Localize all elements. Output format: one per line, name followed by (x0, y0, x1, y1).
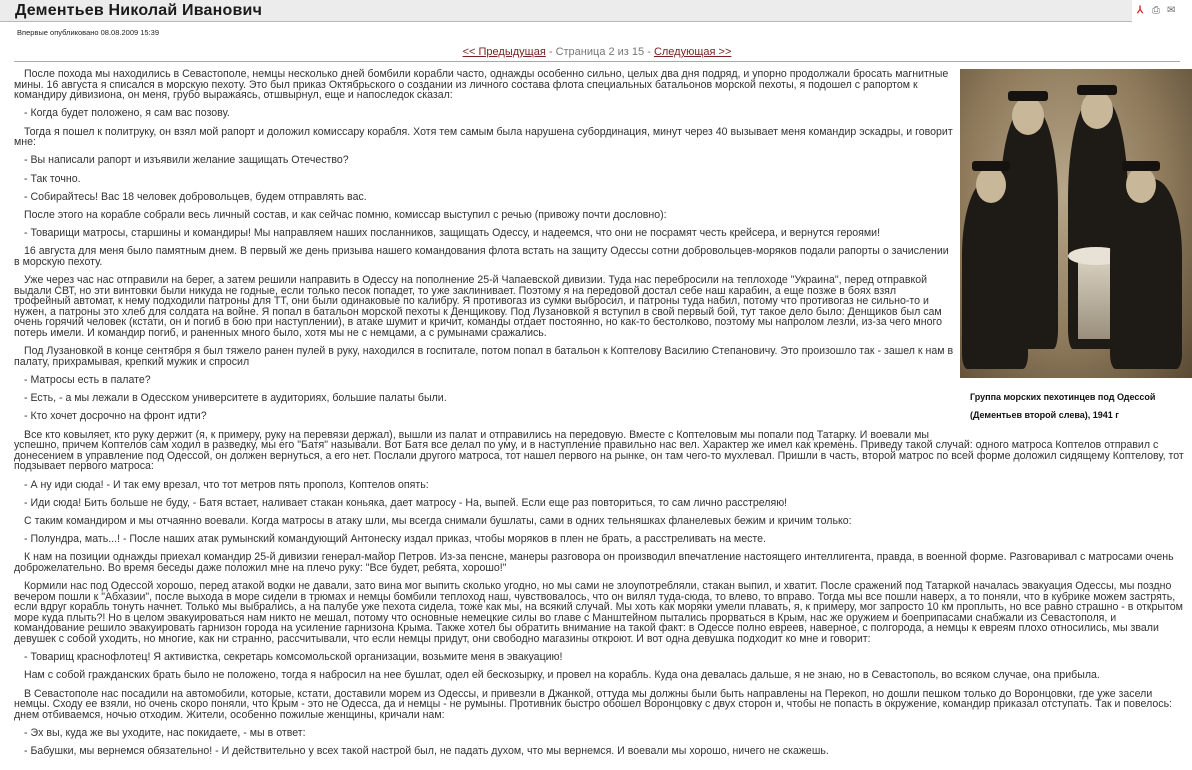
article-tools (1137, 6, 1177, 16)
paragraph: С таким командиром и мы отчаянно воевали. Когда матросы в атаку шли, мы всегда снимали бушлаты, сами в одних тельняшках фланелевых бежим и кричим только: (24, 514, 852, 527)
published-date: Впервые опубликовано 08.08.2009 15:39 (17, 28, 160, 37)
print-icon[interactable]: ⎙ (1152, 5, 1160, 16)
dialogue-line: - Собирайтесь! Вас 18 человек добровольцев, будем отправлять вас. (24, 190, 367, 203)
dialogue-line: - А ну иди сюда! - И так ему врезал, что тот метров пять прополз, Коптелов опять: (24, 478, 429, 491)
paragraph: Уже через час нас отправили на берег, а затем решили направить в Одессу на пополнение 25-й Чапаевской дивизии. Туда нас перебросили на теплоходе "Украина", перед отправкой выдали СВТ, но эти винтовки были никуда не годные, если только песок попадет, то уже заклинивает. Поэтому я на передовой достал себе наш карабин, а еще позже в боях взял трофейный автомат, к нему подходили патроны для ТТ, они были одинаковые по калибру. Я противогаз из сумки выбросил, и патроны туда набил, потому что противогаз не сильно-то и нужен, а патроны это хлеб для солдата на войне. Я попал в батальон морской пехоты к Денщикову. Под Лузановкой я вступил в свой первый бой, тут такое дело было: Денщиков был сам очень горячий человек (кстати, он и погиб в бою при наступлении), в атаке шумит и кричит, команды отдает постоянно, но как-то бестолково, поэтому мы напролом лезли, из-за чего много потерь имели. И командир погиб, и раненных много было, хотя мы не с немцами, а с румынами сражались. (14, 274, 942, 340)
paragraph: К нам на позиции однажды приехал командир 25-й дивизии генерал-майор Петров. Из-за пенсне, манеры разговора он производил впечатление настоящего интеллигента, правда, в военной форме. Разговаривал с матросами очень доброжелательно. Во время беседы даже положил мне на плечо руку: "Все будет, ребята, хорошо!" (14, 551, 1174, 574)
article-body (14, 69, 1184, 764)
caption-line: (Дементьев второй слева), 1941 г (970, 410, 1120, 420)
dialogue-line: - Вы написали рапорт и изъявили желание защищать Отечество? (24, 154, 349, 167)
dialogue-line: - Матросы есть в палате? (24, 374, 151, 386)
previous-page-link[interactable]: << Предыдущая (462, 46, 546, 58)
caption-line: Группа морских пехотинцев под Одессой (970, 392, 1156, 402)
paragraph: Тогда я пошел к политруку, он взял мой рапорт и доложил комиссару корабля. Хотя тем самым была нарушена субординация, минут через 40 вызывает меня командир эскадры, и говорит мне: (14, 125, 953, 149)
email-icon[interactable]: ✉ (1167, 5, 1176, 16)
header-bar (0, 0, 1132, 22)
dialogue-line: - Товарищ краснофлотец! Я активистка, секретарь комсомольской организации, возьмите меня в эвакуацию! (24, 651, 563, 664)
dialogue-line: - Товарищи матросы, старшины и командиры! Мы направляем наших посланников, защищать Одессу, и надеемся, что они не посрамят честь крейсера, и вернутся героями! (24, 227, 881, 240)
pagination-separator: - (545, 46, 556, 58)
paragraph: 16 августа для меня было памятным днем. В первый же день призыва нашего командования флота встать на защиту Одессы сотни добровольцев-моряков подали рапорты о зачислении в морскую пехоту. (14, 245, 949, 268)
photo-caption (960, 378, 1192, 424)
dialogue-line: - Полундра, мать...! - После наших атак румынский командующий Антонеску издал приказ, чтобы моряков в плен не брать, а расстреливать на месте. (24, 533, 766, 546)
pdf-icon[interactable]: ⅄ (1137, 5, 1144, 16)
page-status: Страница 2 из 15 (555, 46, 645, 58)
paragraph: Все кто ковыляет, кто руку держит (я, к примеру, руку на перевязи держал), вышли из палат и отправились на передовую. Вместе с Коптеловым мы попали под Татарку. И воевали мы успешно, причем Коптелов сам ходил в разведку, мы его "Батя" называли. Вот Батя все делал по уму, и в наступление правильно нас вел. Характер же имел как кремень. Приведу такой случай: одного матроса Коптелов отправил с донесением в управление под Одессой, он должен вернуться, а его нет. Послали другого матроса, тот нашел первого на рынке, он там чего-то мухлевал. Пришли в часть, второй матрос по всей форме доложил сидящему Коптелову, тот подзывает первого матроса: (14, 428, 1184, 473)
dialogue-line: - Эх вы, куда же вы уходите, нас покидаете, - мы в ответ: (24, 726, 306, 739)
dialogue-line: - Кто хочет досрочно на фронт идти? (24, 410, 207, 423)
dialogue-line: - Так точно. (24, 172, 81, 185)
paragraph: После этого на корабле собрали весь личный состав, и как сейчас помню, комиссар выступил с речью (привожу почти дословно): (24, 208, 667, 221)
sailors-photo (960, 69, 1192, 378)
dialogue-line: - Есть, - а мы лежали в Одесском университете в аудиториях, большие палаты были. (24, 392, 447, 405)
paragraph: В Севастополе нас посадили на автомобили, которые, кстати, доставили морем из Одессы, и привезли в Джанкой, оттуда мы должны были быть направлены на Перекоп, но дошли пешком только до Воронцовки, где уже засели немцы. Сходу ее взяли, но очень скоро поняли, что Крым - это не Одесса, да и немцы - не румыны. Противник быстро обошел Воронцовку с двух сторон и, чтобы не попасть в окружение, командир приказал отступать. Так и повелось: днем отбиваемся, ночью отходим. Жители, особенно пожилые женщины, кричали нам: (14, 687, 1173, 721)
dialogue-line: - Когда будет положено, я сам вас позову. (24, 107, 230, 120)
figure (960, 69, 1192, 424)
paragraph: Под Лузановкой в конце сентября я был тяжело ранен пулей в руку, находился в госпитале, потом попал в батальон к Коптелову Василию Степановичу. Это произошло так - зашел к нам в палату, прихрамывая, крепкий мужик и спросил (14, 345, 954, 368)
paragraph: После похода мы находились в Севастополе, немцы несколько дней бомбили корабли часто, однажды особенно сильно, целых два дня подряд, и упорно продолжали бросать магнитные мины. 16 августа я списался в морскую пехоту. Это был приказ Октябрьского о создании из личного состава флота специальных батальонов морской пехоты, я подошел с рапортом к командиру дивизиона, он меня, грубо выражаясь, отшвырнул, еще и напоследок сказал: (14, 68, 949, 102)
paragraph: Кормили нас под Одессой хорошо, перед атакой водки не давали, зато вина мог выпить сколько угодно, но мы сами не злоупотребляли, стакан выпил, и хватит. После сражений под Татаркой началась эвакуация Одессы, мы поздно вечером пошли к "Абхазии", после выхода в море сидели в трюмах и немцы бомбили теплоход наш, чувствовалось, что он вилял туда-сюда, то влево, то вправо. Тогда мы все пошли наверх, а то поняли, что в кубрике можем застрять, если вдруг корабль тонуть начнет. Только мы выбрались, а на палубе уже пехота сидела, тоже как мы, на всякий случай. Мы хоть как моряки умели плавать, я, к примеру, мог запросто 10 км проплыть, но все равно страшно - в открытом море куда плыть?! Но в целом эвакуироваться нам никто не мешал, потому что основные немецкие силы во главе с Манштейном пытались прорваться в Крым, нас же оружием и боеприпасами снабжали из Севастополя, и командование решило эвакуировать гарнизон города на усиление гарнизона Крыма. Также хотел бы обратить внимание на такой факт: в Одессе полно евреев, наверное, с полгорода, а немцы к евреям плохо относились, мы звали девушек с собой уходить, но многие, как ни странно, рассчитывали, что если немцы придут, они свободно магазины откроют. И вот одна девушка подходит ко мне и говорит: (14, 580, 1183, 646)
pagination (14, 46, 1180, 62)
page-title: Дементьев Николай Иванович (15, 2, 263, 19)
paragraph: Нам с собой гражданских брать было не положено, тогда я набросил на нее бушлат, одел ей бескозырку, и провел на корабль. Куда она девалась дальше, я не знаю, но в Севастополь, во всяком случае, она прибыла. (24, 669, 1100, 682)
dialogue-line: - Иди сюда! Бить больше не буду, - Батя встает, наливает стакан коньяка, дает матросу - На, выпей. Если еще раз повториться, то сам лично расстреляю! (24, 496, 788, 509)
dialogue-line: - Бабушки, мы вернемся обязательно! - И действительно у всех такой настрой был, не падать духом, что мы вернемся. И воевали мы хорошо, ничего не скажешь. (24, 745, 829, 758)
pagination-separator: - (644, 46, 654, 58)
next-page-link[interactable]: Следующая >> (653, 46, 732, 58)
